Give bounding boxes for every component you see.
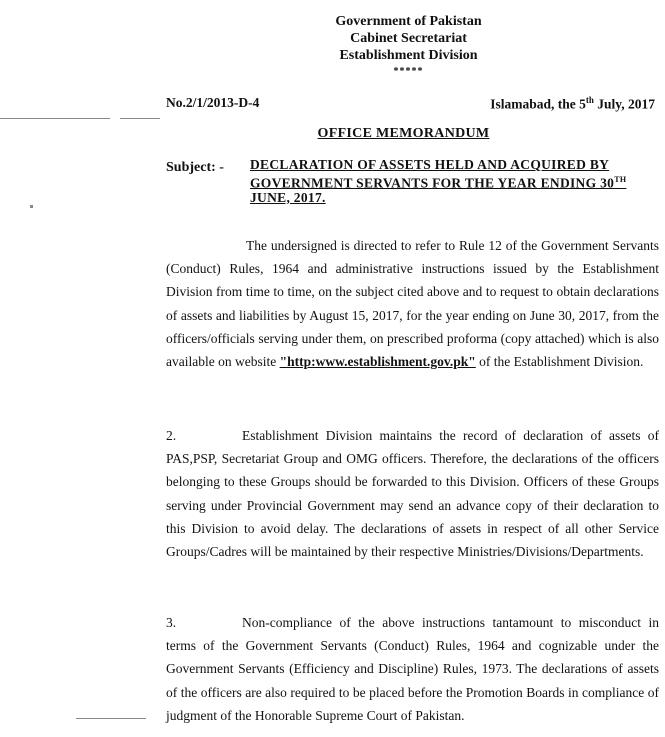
- header-stars: *****: [393, 66, 424, 77]
- scan-mark: [76, 718, 146, 719]
- paragraph-2-number: 2.: [166, 428, 177, 443]
- paragraph-1: [166, 234, 659, 373]
- reference-date: [490, 95, 655, 113]
- scan-mark: [30, 205, 33, 208]
- subject-text: [250, 158, 660, 205]
- memo-title-text: OFFICE MEMORANDUM: [317, 126, 490, 141]
- subject-superscript: TH: [614, 174, 627, 184]
- date-suffix: July, 2017: [593, 96, 655, 112]
- paragraph-1-text-end: of the Establishment Division.: [475, 354, 644, 370]
- date-superscript: th: [585, 95, 594, 105]
- subject-text-main: DECLARATION OF ASSETS HELD AND ACQUIRED BY GOVERNMENT SERVANTS FOR THE YEAR ENDING 30: [250, 157, 615, 190]
- paragraph-3-text: Non-compliance of the above instructions tantamount to misconduct in terms of the Government Servants (Conduct) Rules, 1964 and cognizable under the Government Servants (Efficiency and Discipline) Rules, 1973. The declarations of assets of the officers are also required to be placed before the Promotion Boards in compliance of judgment of the Honorable Supreme Court of Pakistan.: [166, 615, 659, 723]
- paragraph-3-number: 3.: [166, 615, 177, 630]
- subject-text-end: JUNE, 2017.: [250, 189, 326, 205]
- paragraph-2: [166, 424, 659, 563]
- date-prefix: Islamabad, the 5: [490, 96, 586, 112]
- paragraph-1-text: The undersigned is directed to refer to Rule 12 of the Government Servants (Conduct) Rules, 1964 and administrative instructions issued by the Establishment Division from time to time, on the subject cited above and to request to obtain declarations of assets and liabilities by August 15, 2017, for the year ending on June 30, 2017, from the officers/officials serving under them, on prescribed proforma (copy attached) which is also available on website: [166, 238, 659, 370]
- header-secretariat: Cabinet Secretariat: [350, 31, 467, 46]
- reference-row: [166, 95, 655, 113]
- reference-number: No.2/1/2013-D-4: [166, 95, 260, 110]
- subject-label: Subject: -: [166, 160, 224, 175]
- paragraph-2-text: Establishment Division maintains the record of declaration of assets of PAS,PSP, Secretariat Group and OMG officers. Therefore, the declarations of the officers belonging to these Groups should be forwarded to this Division. Officers of these Groups serving under Provincial Government may send an advance copy of their declaration to this Division to avoid delay. The declarations of assets in respect of all other Service Groups/Cadres will be maintained by their respective Ministries/Divisions/Departments.: [166, 428, 659, 560]
- header-division: Establishment Division: [339, 48, 478, 63]
- paragraph-3: [166, 611, 659, 727]
- memo-title: [0, 126, 665, 142]
- scan-mark: [120, 118, 160, 119]
- scan-mark: [0, 118, 110, 119]
- website-link[interactable]: "http:www.establishment.gov.pk": [279, 354, 476, 370]
- header-government: Government of Pakistan: [335, 14, 482, 29]
